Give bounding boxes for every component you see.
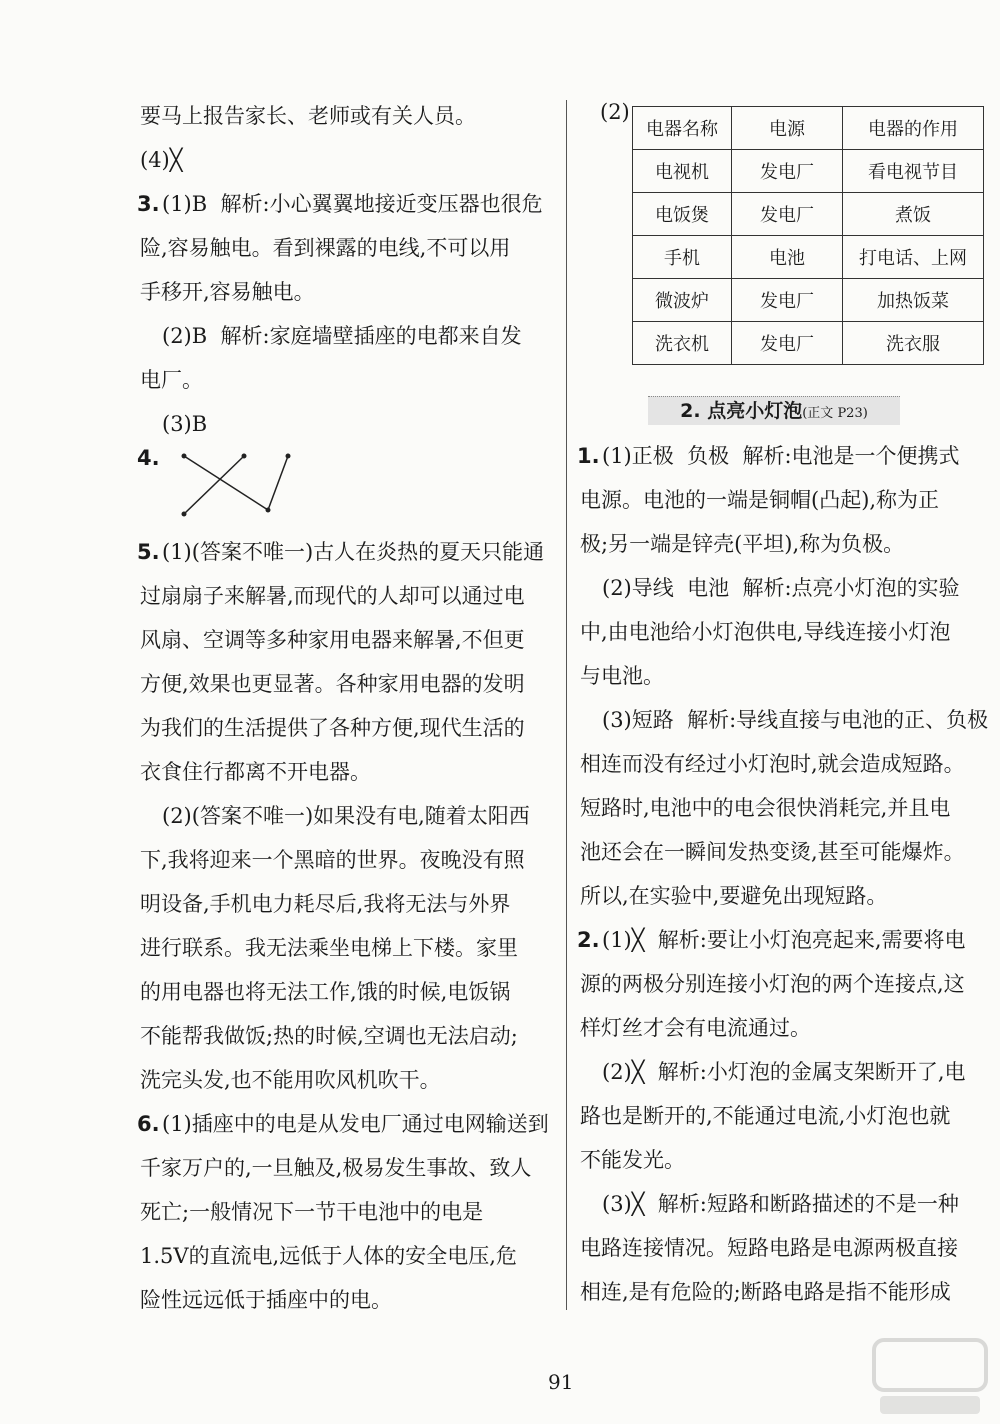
table-cell: 洗衣服 (843, 322, 984, 365)
text-line: 电源。电池的一端是铜帽(凸起),称为正 (580, 488, 940, 512)
table-cell: 加热饭菜 (843, 279, 984, 322)
text-line: 方便,效果也更显著。各种家用电器的发明 (140, 672, 525, 696)
text-line: 所以,在实验中,要避免出现短路。 (580, 884, 888, 908)
text-line: (1)╳ 解析:要让小灯泡亮起来,需要将电 (602, 928, 966, 952)
table-cell: 电视机 (633, 150, 732, 193)
table-cell: 发电厂 (732, 322, 843, 365)
text-line: 要马上报告家长、老师或有关人员。 (140, 104, 476, 128)
appliance-table (632, 106, 984, 365)
table-cell: 看电视节目 (843, 150, 984, 193)
text-line: 与电池。 (580, 664, 664, 688)
page-number: 91 (548, 1370, 574, 1394)
text-line: 电路连接情况。短路电路是电源两极直接 (580, 1236, 958, 1260)
text-line: (2)╳ 解析:小灯泡的金属支架断开了,电 (602, 1060, 966, 1084)
text-line: (1)(答案不唯一)古人在炎热的夏天只能通 (162, 540, 545, 564)
text-line: 短路时,电池中的电会很快消耗完,并且电 (580, 796, 951, 820)
text-line: 相连而没有经过小灯泡时,就会造成短路。 (580, 752, 965, 776)
question-number: 2. (577, 928, 600, 952)
table-label: (2) (600, 100, 630, 124)
table-cell: 煮饭 (843, 193, 984, 236)
text-line: 电厂。 (140, 368, 203, 392)
text-line: 源的两极分别连接小灯泡的两个连接点,这 (580, 972, 965, 996)
text-line: 相连,是有危险的;断路电路是指不能形成 (580, 1280, 951, 1304)
text-line: 死亡;一般情况下一节干电池中的电是 (140, 1200, 484, 1224)
text-line: 手移开,容易触电。 (140, 280, 315, 304)
text-line: 风扇、空调等多种家用电器来解暑,不但更 (140, 628, 525, 652)
table-row (633, 107, 984, 150)
section-title-text: 2. 点亮小灯泡 (680, 400, 803, 422)
text-line: 不能帮我做饭;热的时候,空调也无法启动; (140, 1024, 518, 1048)
text-line: (3)B (162, 412, 208, 436)
question-number: 3. (137, 192, 160, 216)
table-cell: 发电厂 (732, 150, 843, 193)
table-row (633, 279, 984, 322)
text-line: 为我们的生活提供了各种方便,现代生活的 (140, 716, 525, 740)
text-line: 不能发光。 (580, 1148, 685, 1172)
text-line: 极;另一端是锌壳(平坦),称为负极。 (580, 532, 905, 556)
question-number: 1. (577, 444, 600, 468)
text-line: 衣食住行都离不开电器。 (140, 760, 371, 784)
table-cell: 微波炉 (633, 279, 732, 322)
table-cell: 手机 (633, 236, 732, 279)
table-cell: 电饭煲 (633, 193, 732, 236)
table-row (633, 193, 984, 236)
table-cell: 电器名称 (633, 107, 732, 150)
question-number: 5. (137, 540, 160, 564)
question-number: 4. (137, 446, 160, 470)
text-line: 下,我将迎来一个黑暗的世界。夜晚没有照 (140, 848, 525, 872)
text-line: 进行联系。我无法乘坐电梯上下楼。家里 (140, 936, 518, 960)
text-line: (2)B 解析:家庭墙壁插座的电都来自发 (162, 324, 522, 348)
table-row (633, 322, 984, 365)
text-line: (1)正极 负极 解析:电池是一个便携式 (602, 444, 960, 468)
text-line: 样灯丝才会有电流通过。 (580, 1016, 811, 1040)
text-line: 中,由电池给小灯泡供电,导线连接小灯泡 (580, 620, 951, 644)
text-line: 明设备,手机电力耗尽后,我将无法与外界 (140, 892, 511, 916)
text-line: (2)(答案不唯一)如果没有电,随着太阳西 (162, 804, 530, 828)
text-line: (2)导线 电池 解析:点亮小灯泡的实验 (602, 576, 960, 600)
text-line: 千家万户的,一旦触及,极易发生事故、致人 (140, 1156, 532, 1180)
table-cell: 洗衣机 (633, 322, 732, 365)
text-line: 的用电器也将无法工作,饿的时候,电饭锅 (140, 980, 511, 1004)
table-cell: 发电厂 (732, 279, 843, 322)
table-cell: 发电厂 (732, 193, 843, 236)
text-line: (3)短路 解析:导线直接与电池的正、负极 (602, 708, 989, 732)
table-cell: 电器的作用 (843, 107, 984, 150)
text-line: (1)B 解析:小心翼翼地接近变压器也很危 (162, 192, 543, 216)
question-number: 6. (137, 1112, 160, 1136)
matching-lines-diagram (180, 448, 300, 522)
text-line: 1.5V的直流电,远低于人体的安全电压,危 (140, 1244, 517, 1268)
text-line: (4)╳ (140, 148, 183, 172)
text-line: 池还会在一瞬间发热变烫,甚至可能爆炸。 (580, 840, 965, 864)
table-row (633, 236, 984, 279)
text-line: 路也是断开的,不能通过电流,小灯泡也就 (580, 1104, 951, 1128)
text-line: 过扇扇子来解暑,而现代的人却可以通过电 (140, 584, 525, 608)
section-title (648, 396, 900, 425)
text-line: (1)插座中的电是从发电厂通过电网输送到 (162, 1112, 549, 1136)
text-line: 险性远远低于插座中的电。 (140, 1288, 392, 1312)
table-cell: 电源 (732, 107, 843, 150)
section-title-note: (正文 P23) (802, 406, 868, 421)
text-line: 险,容易触电。看到裸露的电线,不可以用 (140, 236, 511, 260)
table-cell: 电池 (732, 236, 843, 279)
table-cell: 打电话、上网 (843, 236, 984, 279)
text-line: (3)╳ 解析:短路和断路描述的不是一种 (602, 1192, 959, 1216)
watermark-logo (870, 1330, 990, 1420)
table-row (633, 150, 984, 193)
text-line: 洗完头发,也不能用吹风机吹干。 (140, 1068, 441, 1092)
